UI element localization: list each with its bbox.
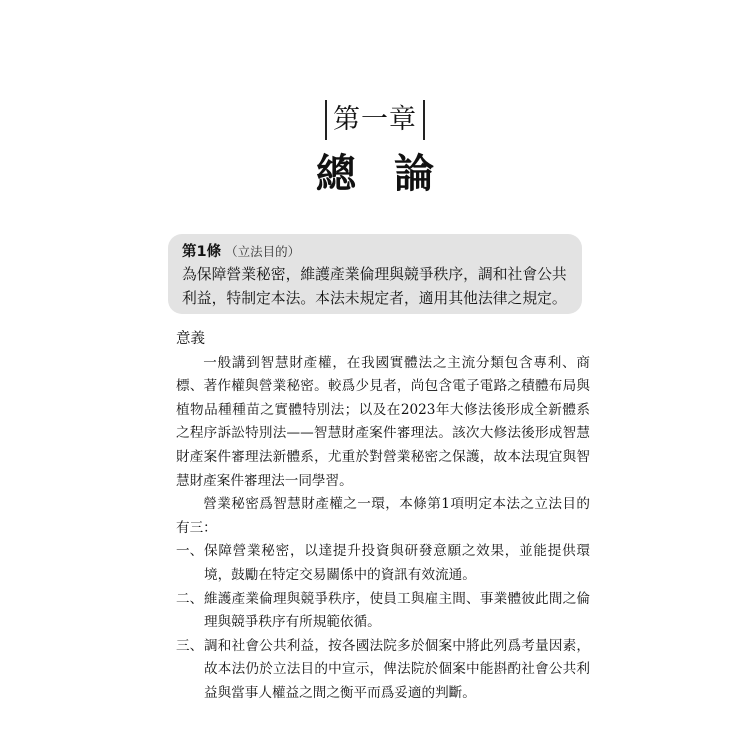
article-number: 第1條 (182, 244, 222, 260)
article-text: 為保障營業秘密，維護產業倫理與競爭秩序，調和社會公共利益，特制定本法。本法未規定者，適用其他法律之規定。 (182, 266, 567, 307)
paragraph: 一般講到智慧財產權，在我國實體法之主流分類包含專利、商標、著作權與營業秘密。較爲少見者，尚包含電子電路之積體布局與植物品種種苗之實體特別法；以及在2023年大修法後形成全新體系之程序訴訟特別法——智慧財產案件審理法。該次大修法後形成智慧財產案件審理法新體系，尤重於對營業秘密之保護，故本法現宜與智慧財產案件審理法一同學習。 (176, 354, 590, 489)
chapter-header (0, 100, 750, 200)
commentary (176, 328, 590, 706)
article-head (182, 242, 572, 262)
paragraph: 營業秘密爲智慧財產權之一環，本條第1項明定本法之立法目的有三： (176, 496, 590, 536)
chapter-title: 總論 (316, 151, 472, 197)
list-item-text: 維護產業倫理與競爭秩序，使員工與雇主間、事業體彼此間之倫理與競爭秩序有所規範依循。 (204, 590, 590, 631)
chapter-label: 第一章 (325, 100, 425, 140)
list-item-number: 二、 (176, 590, 204, 607)
section-heading: 意義 (176, 331, 205, 347)
list-item-text: 調和社會公共利益，按各國法院多於個案中將此列爲考量因素，故本法仍於立法目的中宣示，俾法院於個案中能斟酌社會公共利益與當事人權益之間之衡平而爲妥適的判斷。 (204, 637, 590, 701)
list-item-text: 保障營業秘密，以達提升投資與研發意願之效果，並能提供環境，鼓勵在特定交易關係中的資訊有效流通。 (204, 543, 590, 583)
list-item (176, 540, 590, 587)
list-item (176, 635, 590, 706)
article-purpose: （立法目的） (225, 244, 301, 259)
list-item (176, 588, 590, 635)
list-item-number: 一、 (176, 543, 204, 560)
article-box (168, 234, 582, 314)
list-item-number: 三、 (176, 637, 204, 654)
